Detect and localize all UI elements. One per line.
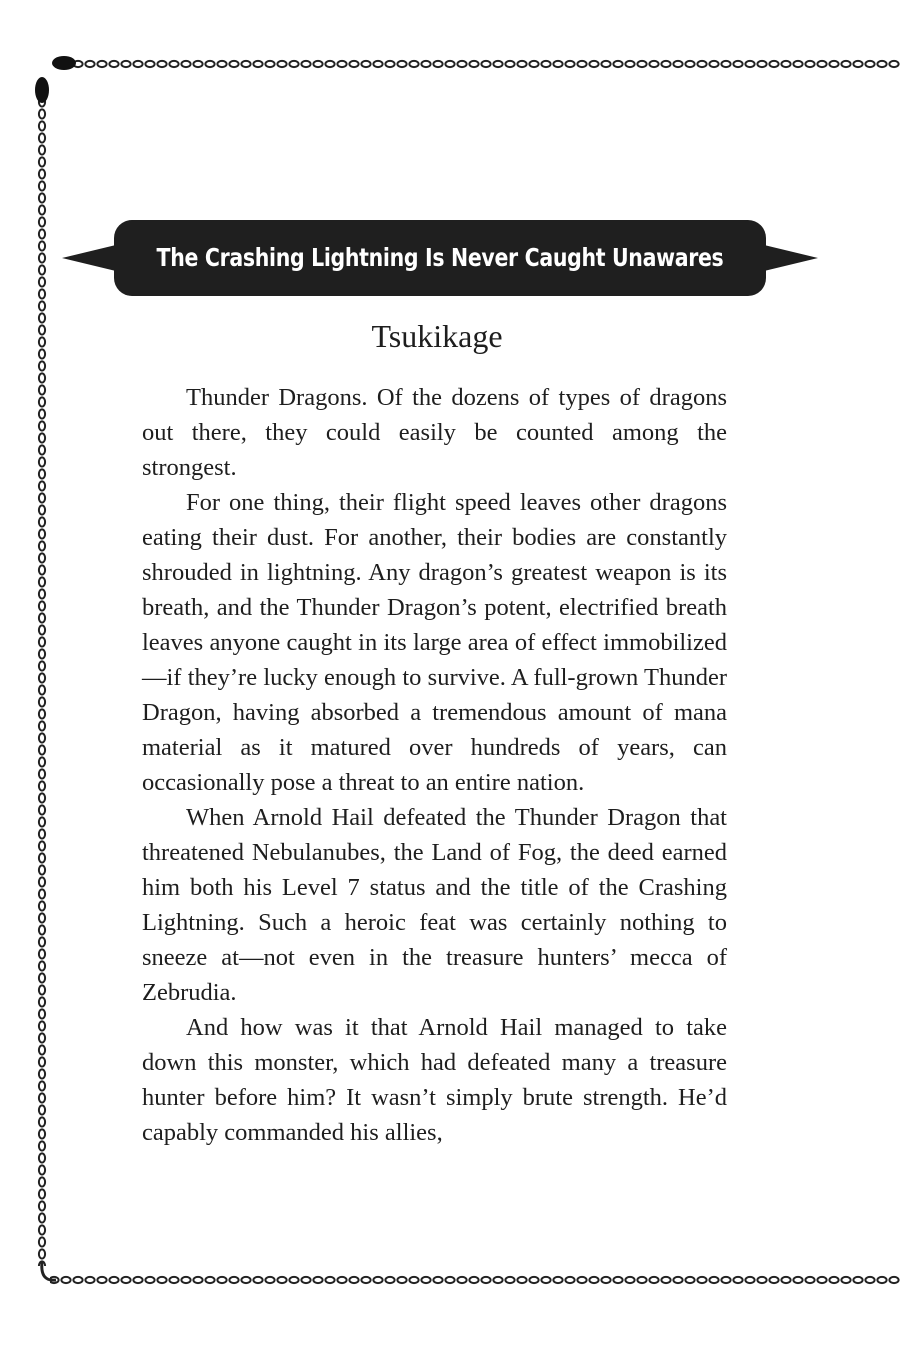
bottom-chain (50, 1274, 900, 1286)
paragraph: Thunder Dragons. Of the dozens of types of dragons out there, they could easily be counted among the strongest. (142, 384, 727, 481)
body-text (142, 380, 727, 1150)
chapter-author: Tsukikage (371, 318, 503, 354)
chapter-banner (62, 220, 818, 296)
chapter-title: The Crashing Lightning Is Never Caught Unawares (156, 243, 724, 272)
chain-weight-icon (52, 56, 76, 70)
top-chain (72, 58, 900, 70)
chain-weight-icon (35, 77, 49, 103)
paragraph: For one thing, their flight speed leaves other dragons eating their dust. For another, their bodies are constantly shrouded in lightning. Any dragon’s greatest weapon is its breath, and the Thunder Dragon’s potent, electrified breath leaves anyone caught in its large area of effect immobilized—if they’re lucky enough to survive. A full-grown Thunder Dragon, having absorbed a tremendous amount of mana material as it matured over hundreds of years, can occasionally pose a threat to an entire nation. (142, 489, 727, 796)
paragraph: When Arnold Hail defeated the Thunder Dragon that threatened Nebulanubes, the Land of Fog, the deed earned him both his Level 7 status and the title of the Crashing Lightning. Such a heroic feat was certainly nothing to sneeze at—not even in the treasure hunters’ mecca of Zebrudia. (142, 804, 727, 1006)
left-chain (36, 100, 48, 1266)
paragraph: And how was it that Arnold Hail managed to take down this monster, which had defeated many a treasure hunter before him? It wasn’t simply brute strength. He’d capably commanded his allies, (142, 1014, 727, 1146)
